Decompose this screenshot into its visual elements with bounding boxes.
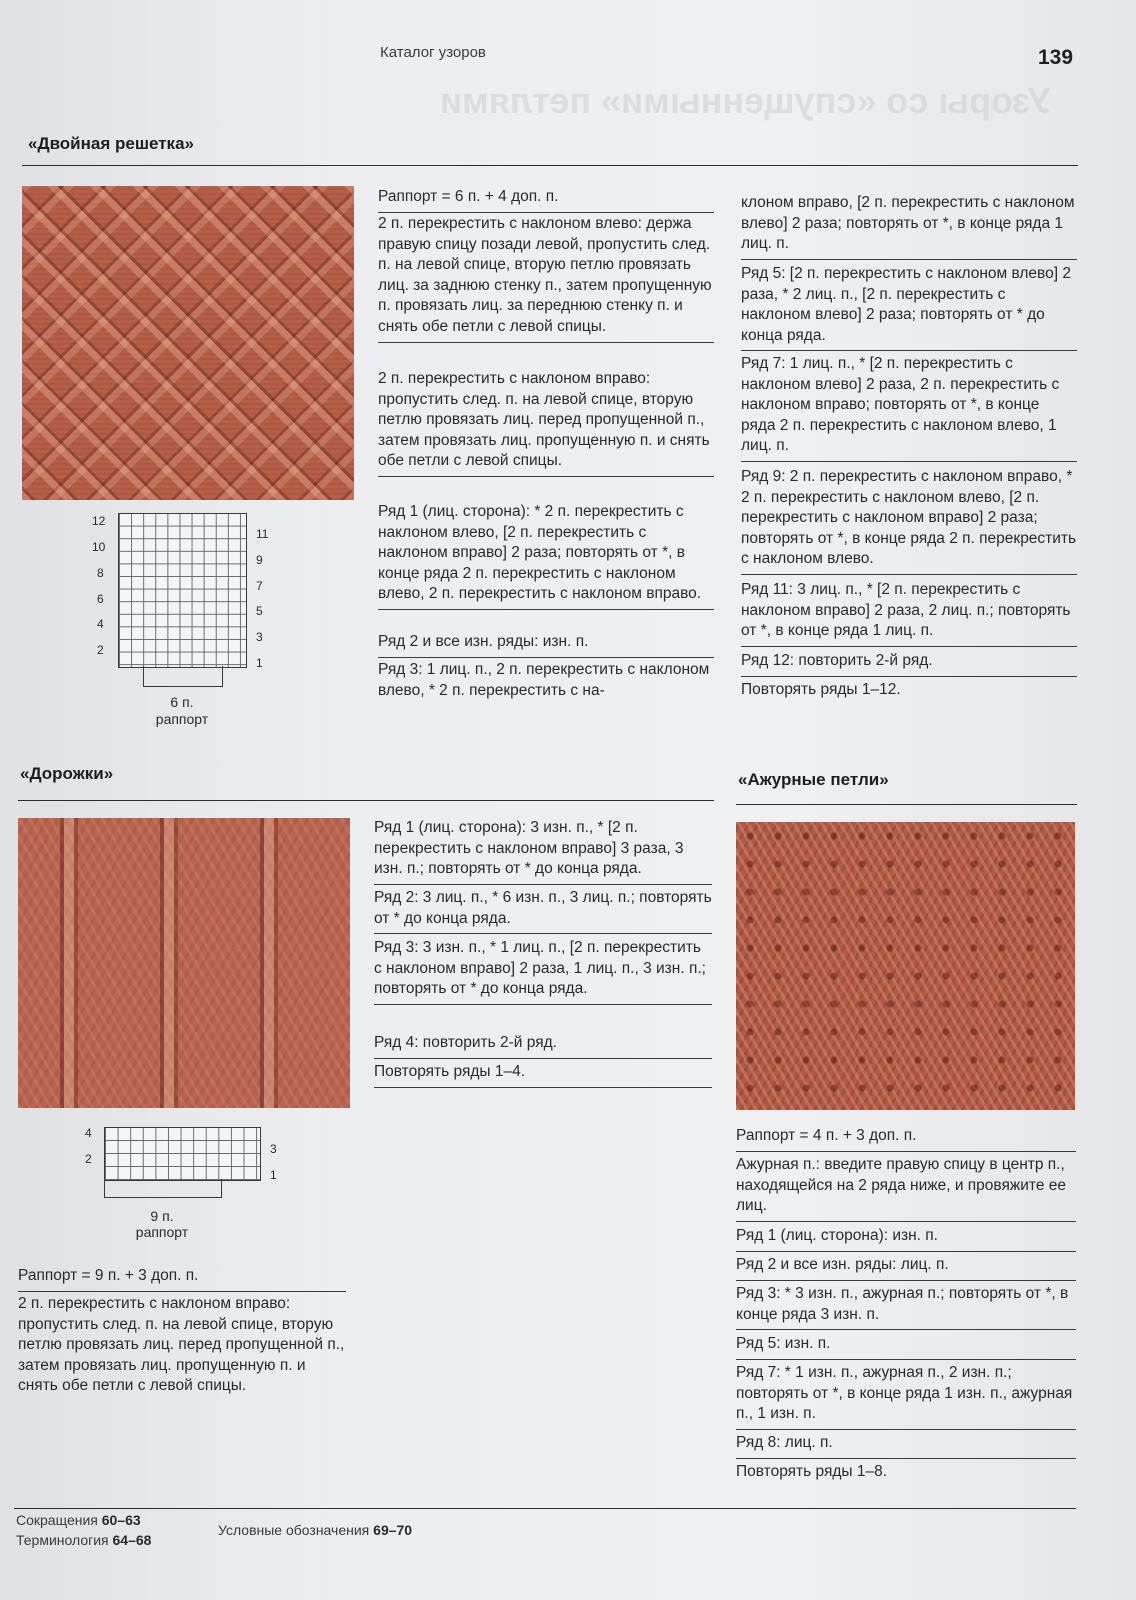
- rapport-text: Раппорт = 4 п. + 3 доп. п.: [736, 1126, 1076, 1152]
- swatch-photo-double-lattice: [22, 186, 354, 500]
- section-rule: [736, 804, 1077, 805]
- instruction-row: Ряд 2 и все изн. ряды: лиц. п.: [736, 1255, 1076, 1281]
- chart-row-number: 4: [85, 1126, 92, 1140]
- footer-symbols-pages: 69–70: [373, 1522, 413, 1538]
- repeat-bracket: [143, 666, 223, 687]
- chart-row-number: 9: [256, 553, 263, 567]
- instruction-paragraph: 2 п. перекрестить с наклоном влево: держа правую спицу позади левой, пропустить след. п. на левой спице, вторую петлю провязать лиц. за заднюю стенку п., затем пропущенную п. провязать лиц. за переднюю стенку п. и снять обе петли с левой спицы.: [378, 214, 714, 343]
- footer-abbreviations[interactable]: [16, 1512, 141, 1528]
- instruction-row: Ряд 9: 2 п. перекрестить с наклоном вправо, * 2 п. перекрестить с наклоном влево, [2 п. перекрестить с наклоном вправо] 2 раза; повторять от *, в конце ряда 2 п. перекрестить с наклоном влево.: [741, 467, 1077, 575]
- chart-row-number: 2: [97, 643, 104, 657]
- swatch-photo-tracks: [18, 818, 350, 1108]
- instruction-row: Ряд 1 (лиц. сторона): * 2 п. перекрестить с наклоном влево, [2 п. перекрестить с наклоном вправо] 2 раза; повторять от *, в конце ряда 2 п. перекрестить с наклоном влево, 2 п. перекрестить с наклоном вправо.: [378, 502, 714, 610]
- section-title-lace-loops: «Ажурные петли»: [738, 770, 889, 789]
- instruction-row: Ряд 5: [2 п. перекрестить с наклоном влево] 2 раза, * 2 лиц. п., [2 п. перекрестить с наклоном влево] 2 раза; повторять от * до конца ряда.: [741, 264, 1077, 351]
- section-rule: [22, 165, 1078, 166]
- chart-row-number: 12: [92, 514, 106, 528]
- chart-repeat-count: 9 п.: [150, 1208, 174, 1224]
- chart-row-number: 3: [256, 630, 263, 644]
- instruction-row: Ряд 4: повторить 2-й ряд.: [374, 1033, 712, 1059]
- instruction-row: Ряд 5: изн. п.: [736, 1334, 1076, 1360]
- chart-row-number: 1: [270, 1168, 277, 1182]
- instruction-row-continued: клоном вправо, [2 п. перекрестить с наклоном влево] 2 раза; повторять от *, в конце ряда 1 лиц. п.: [741, 193, 1077, 260]
- chart-row-number: 7: [256, 579, 263, 593]
- instruction-row: Ряд 1 (лиц. сторона): изн. п.: [736, 1226, 1076, 1252]
- chart-row-number: 10: [92, 540, 106, 554]
- running-head: Каталог узоров: [380, 44, 486, 61]
- chart-row-number: 8: [97, 566, 104, 580]
- rapport-text: Раппорт = 9 п. + 3 доп. п.: [18, 1266, 346, 1292]
- chart-repeat-count: 6 п.: [170, 694, 194, 710]
- chart-row-number: 6: [97, 592, 104, 606]
- chart-row-number: 1: [256, 656, 263, 670]
- repeat-bracket: [104, 1179, 222, 1198]
- chart-repeat-label: раппорт: [135, 1224, 189, 1240]
- chart-row-number: 5: [256, 604, 263, 618]
- instruction-row: Ряд 2 и все изн. ряды: изн. п.: [378, 632, 714, 658]
- instruction-repeat: Повторять ряды 1–12.: [741, 681, 901, 698]
- footer-terminology-label: Терминология: [16, 1532, 109, 1548]
- chart-row-number: 11: [256, 527, 269, 541]
- swatch-photo-lace-loops: [736, 822, 1075, 1110]
- bleed-through-title: Узоры со «спущенными» петлями: [440, 80, 1051, 121]
- instruction-row: Ряд 12: повторить 2-й ряд.: [741, 651, 1077, 677]
- section-title-tracks: «Дорожки»: [20, 764, 114, 783]
- page-number: 139: [1038, 46, 1074, 69]
- instruction-row: Ряд 3: 3 изн. п., * 1 лиц. п., [2 п. перекрестить с наклоном вправо] 2 раза, 1 лиц. п., 3 изн. п.; повторять от * до конца ряда.: [374, 938, 712, 1005]
- instruction-row: Ряд 7: * 1 изн. п., ажурная п., 2 изн. п.; повторять от *, в конце ряда 1 изн. п., ажурная п., 1 изн. п.: [736, 1363, 1076, 1430]
- chart-grid: [118, 513, 247, 668]
- instruction-row: Ряд 1 (лиц. сторона): 3 изн. п., * [2 п. перекрестить с наклоном вправо] 3 раза, 3 изн. п.; повторять от * до конца ряда.: [374, 818, 712, 885]
- instruction-row: Ряд 8: лиц. п.: [736, 1433, 1076, 1459]
- instruction-repeat: Повторять ряды 1–4.: [374, 1062, 712, 1088]
- instruction-row: Ряд 3: 1 лиц. п., 2 п. перекрестить с наклоном влево, * 2 п. перекрестить с на-: [378, 661, 710, 699]
- footer-terminology[interactable]: [16, 1532, 151, 1548]
- instruction-paragraph: 2 п. перекрестить с наклоном вправо: пропустить след. п. на левой спице, вторую петлю провязать лиц. перед пропущенной п., затем провязать лиц. пропущенную п. и снять обе петли с левой спицы.: [378, 369, 714, 477]
- chart-grid: [104, 1127, 261, 1181]
- footer-abbreviations-label: Сокращения: [16, 1512, 98, 1528]
- section-rule: [18, 800, 714, 801]
- instruction-repeat: Повторять ряды 1–8.: [736, 1463, 888, 1480]
- chart-row-number: 4: [97, 617, 104, 631]
- chart-row-number: 3: [270, 1142, 277, 1156]
- instruction-row: Ряд 3: * 3 изн. п., ажурная п.; повторять от *, в конце ряда 3 изн. п.: [736, 1284, 1076, 1330]
- footer-terminology-pages: 64–68: [112, 1532, 152, 1548]
- chart-row-number: 2: [85, 1152, 92, 1166]
- instruction-row: Ряд 7: 1 лиц. п., * [2 п. перекрестить с наклоном влево] 2 раза, 2 п. перекрестить с наклоном вправо; повторять от *, в конце ряда 2 п. перекрестить с наклоном влево, 1 лиц. п.: [741, 354, 1077, 462]
- instruction-row: Ряд 2: 3 лиц. п., * 6 изн. п., 3 лиц. п.; повторять от * до конца ряда.: [374, 888, 712, 934]
- instruction-paragraph: Ажурная п.: введите правую спицу в центр п., находящейся на 2 ряда ниже, и провяжите ее лиц.: [736, 1155, 1076, 1222]
- footer-rule: [14, 1508, 1076, 1509]
- instruction-row: Ряд 11: 3 лиц. п., * [2 п. перекрестить с наклоном вправо] 2 раза, 2 лиц. п.; повторять от *, в конце ряда 1 лиц. п.: [741, 580, 1077, 647]
- footer-symbols[interactable]: [218, 1522, 412, 1538]
- footer-abbreviations-pages: 60–63: [101, 1512, 141, 1528]
- chart-repeat-label: раппорт: [155, 711, 209, 727]
- footer-symbols-label: Условные обозначения: [218, 1522, 370, 1538]
- section-title-double-lattice: «Двойная решетка»: [28, 134, 194, 153]
- instruction-paragraph: 2 п. перекрестить с наклоном вправо: пропустить след. п. на левой спице, вторую петлю провязать лиц. перед пропущенной п., затем провязать лиц. пропущенную п. и снять обе петли с левой спицы.: [18, 1295, 345, 1395]
- rapport-text: Раппорт = 6 п. + 4 доп. п.: [378, 187, 714, 213]
